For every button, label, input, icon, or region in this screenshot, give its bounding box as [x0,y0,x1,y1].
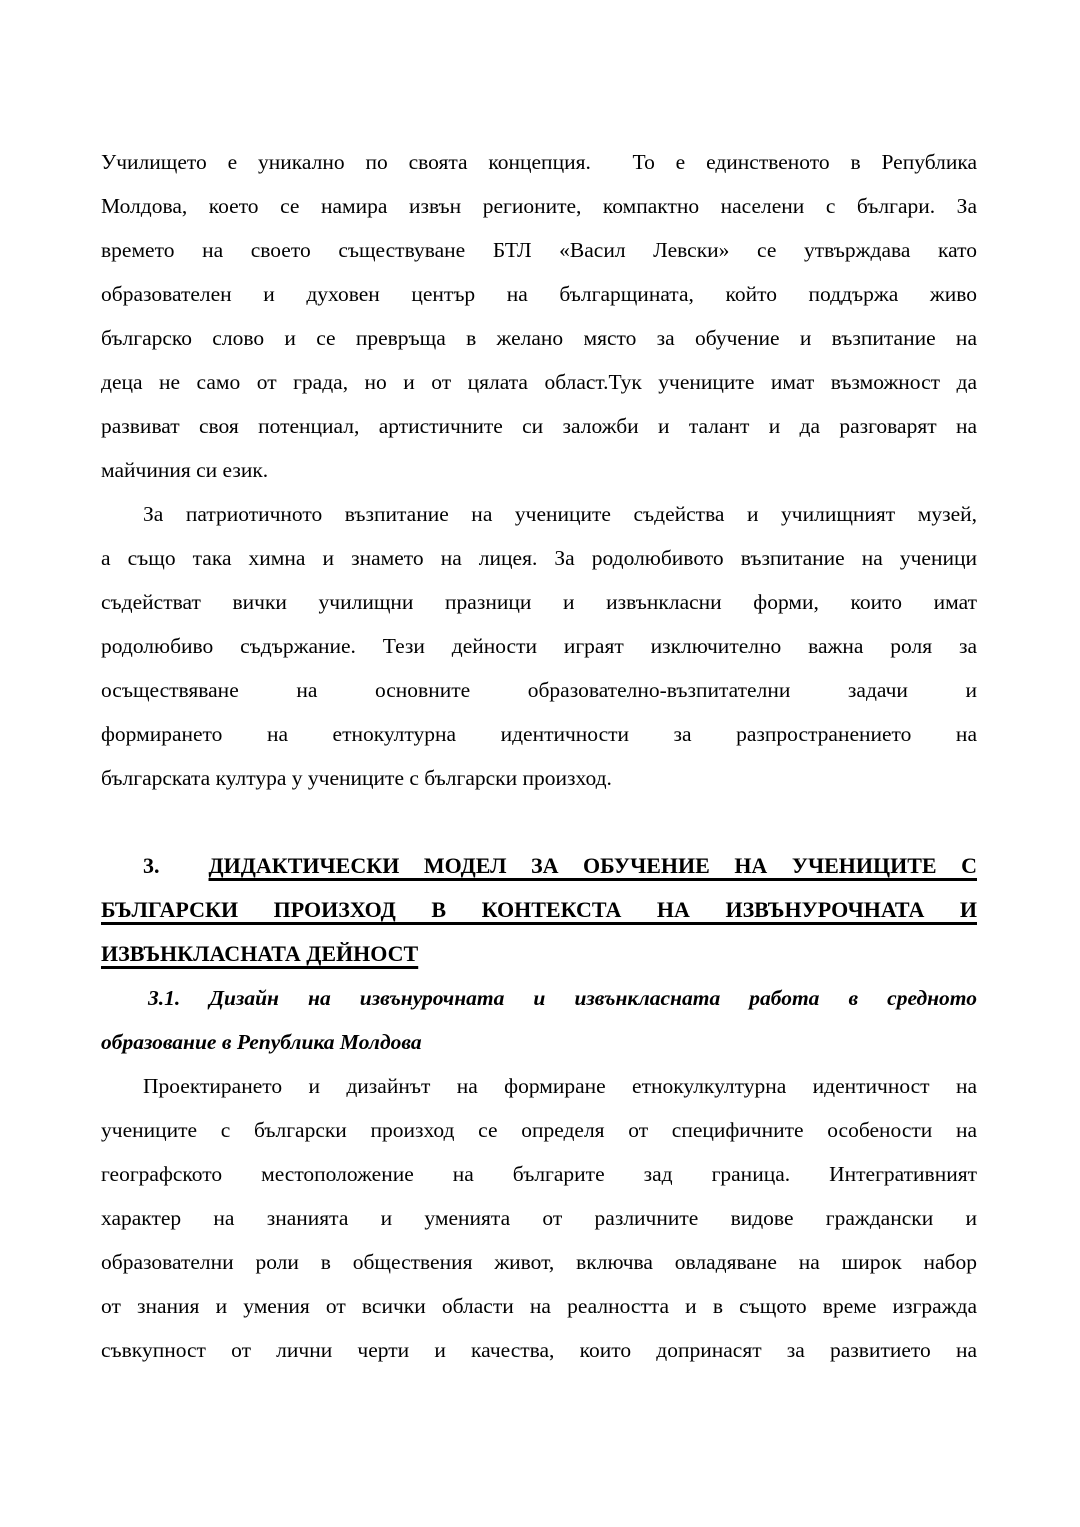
heading-spacer [160,853,209,878]
text-line: географското местоположение на българите зад граница. Интегративният [101,1162,977,1186]
heading-line-2 [101,888,977,932]
text-line: 3.1. Дизайн на извънурочната и извънкласната работа в средното [148,986,977,1010]
paragraph-1 [101,140,977,492]
text-line: а също така химна и знамето на лицея. За родолюбивото възпитание на ученици [101,546,977,570]
text-line: формирането на етнокултурна идентичности за разпространението на [101,722,977,746]
text-line: осъществяване на основните образователно-възпитателни задачи и [101,678,977,702]
text-line: съвкупност от лични черти и качества, които допринасят за развитието на [101,1338,977,1362]
heading-text-underlined: БЪЛГАРСКИ ПРОИЗХОД В КОНТЕКСТА НА ИЗВЪНУРОЧНАТА И [101,897,977,922]
text-line: образователни роли в обществения живот, включва овладяване на широк набор [101,1250,977,1274]
text-line: Проектирането и дизайнът на формиране етнокулкултурна идентичност на [143,1074,977,1098]
page-content [101,140,977,1372]
section-heading-3 [101,844,977,976]
text-line: съдействат вички училищни празници и извънкласни форми, които имат [101,590,977,614]
text-line: развиват своя потенциал, артистичните си заложби и талант и да разговарят на [101,414,977,438]
text-line: българско слово и се превръща в желано място за обучение и възпитание на [101,326,977,350]
text-line: времето на своето съществуване БТЛ «Васил Левски» се утвърждава като [101,238,977,262]
text-line: родолюбиво съдържание. Тези дейности играят изключително важна роля за [101,634,977,658]
paragraph-2 [101,492,977,800]
text-line: българската култура у учениците с български произход. [101,766,612,790]
text-line: деца не само от града, но и от цялата област.Тук учениците имат възможност да [101,370,977,394]
text-line: образование в Република Молдова [101,1030,422,1054]
heading-text-underlined: ДИДАКТИЧЕСКИ МОДЕЛ ЗА ОБУЧЕНИЕ НА УЧЕНИЦИТЕ С [208,853,977,878]
subsection-heading-3-1 [101,976,977,1064]
text-line: характер на знанията и уменията от различните видове граждански и [101,1206,977,1230]
text-line: За патриотичното възпитание на учениците съдейства и училищният музей, [143,502,977,526]
heading-number: 3. [143,853,160,878]
heading-text-underlined: ИЗВЪНКЛАСНАТА ДЕЙНОСТ [101,941,419,966]
text-line: от знания и умения от всички области на реалността и в същото време изгражда [101,1294,977,1318]
text-line: учениците с български произход се определя от специфичните особености на [101,1118,977,1142]
text-line: майчиния си език. [101,458,269,482]
heading-line-3 [101,932,977,976]
paragraph-3 [101,1064,977,1372]
heading-line-1 [101,844,977,888]
text-line: Училището е уникално по своята концепция. То е единственото в Република [101,150,977,174]
text-line: образователен и духовен център на българщината, който поддържа живо [101,282,977,306]
text-line: Молдова, което се намира извън регионите, компактно населени с българи. За [101,194,977,218]
